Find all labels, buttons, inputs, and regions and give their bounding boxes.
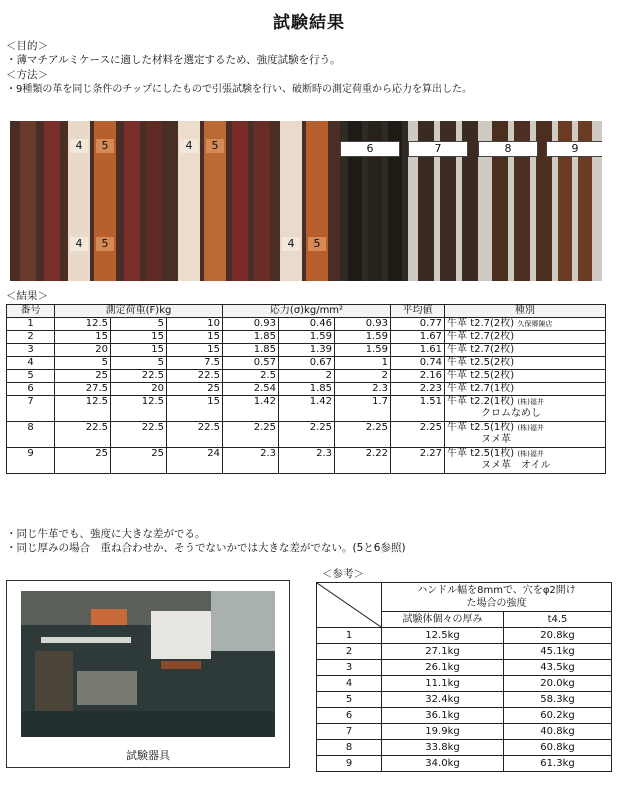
cell-stress: 0.57: [223, 357, 279, 370]
cell-type: [445, 383, 606, 396]
table-header-row: [7, 305, 606, 318]
ref-cell-thickness: 26.1kg: [382, 660, 504, 676]
cell-load: 22.5: [111, 422, 167, 448]
cell-avg: 2.16: [391, 370, 445, 383]
table-row: [317, 676, 612, 692]
type-spec: t2.7(2枚): [470, 318, 515, 329]
ref-cell-t45: 60.2kg: [504, 708, 612, 724]
cell-type: [445, 448, 606, 474]
ref-cell-t45: 20.0kg: [504, 676, 612, 692]
type-spec: t2.5(2枚): [470, 357, 515, 368]
cell-avg: 1.51: [391, 396, 445, 422]
sample-label: 5: [308, 237, 326, 251]
header-stress: 応力(σ)kg/mm²: [223, 305, 391, 318]
cell-avg: 2.25: [391, 422, 445, 448]
cell-type: [445, 318, 606, 331]
cell-load: 15: [167, 331, 223, 344]
cell-load: 15: [55, 331, 111, 344]
header-type: 種別: [445, 305, 606, 318]
reference-heading: ＜参考＞: [322, 568, 364, 580]
sample-label: 5: [206, 139, 224, 153]
cell-stress: 1.7: [335, 396, 391, 422]
type-spec: t2.5(1枚): [470, 448, 515, 459]
cell-stress: 0.67: [279, 357, 335, 370]
ref-cell-t45: 45.1kg: [504, 644, 612, 660]
ref-cell-thickness: 19.9kg: [382, 724, 504, 740]
table-row: [317, 628, 612, 644]
cell-stress: 0.46: [279, 318, 335, 331]
ref-cell-no: 1: [317, 628, 382, 644]
header-load: 測定荷重(F)kg: [55, 305, 223, 318]
cell-load: 5: [111, 357, 167, 370]
cell-load: 20: [55, 344, 111, 357]
ref-cell-no: 9: [317, 756, 382, 772]
note-1: ・同じ牛革でも、強度に大きな差がでる。: [6, 528, 206, 540]
type-spec: t2.5(2枚): [470, 370, 515, 381]
cell-load: 15: [111, 344, 167, 357]
cell-stress: 0.93: [335, 318, 391, 331]
cell-load: 25: [111, 448, 167, 474]
sample-label: 7: [408, 141, 468, 157]
type-material: 牛革: [447, 370, 467, 381]
cell-no: 3: [7, 344, 55, 357]
sample-label: 6: [340, 141, 400, 157]
cell-no: 1: [7, 318, 55, 331]
cell-avg: 2.23: [391, 383, 445, 396]
cell-stress: 1.85: [279, 383, 335, 396]
cell-stress: 1.39: [279, 344, 335, 357]
reference-title-line2: た場合の強度: [466, 598, 527, 609]
cell-stress: 2: [279, 370, 335, 383]
cell-avg: 1.67: [391, 331, 445, 344]
equipment-photo-frame: [6, 580, 290, 768]
cell-stress: 1.42: [279, 396, 335, 422]
ref-cell-t45: 58.3kg: [504, 692, 612, 708]
ref-cell-thickness: 34.0kg: [382, 756, 504, 772]
type-material: 牛革: [447, 357, 467, 368]
cell-stress: 2.3: [335, 383, 391, 396]
type-note: (株)福井: [517, 424, 544, 432]
cell-load: 12.5: [55, 318, 111, 331]
table-row: [317, 708, 612, 724]
table-row: [317, 740, 612, 756]
table-row: [7, 357, 606, 370]
sample-label: 9: [546, 141, 602, 157]
cell-type: [445, 396, 606, 422]
cell-stress: 2.5: [223, 370, 279, 383]
cell-avg: 2.27: [391, 448, 445, 474]
reference-col1-header: 試験体個々の厚み: [382, 612, 504, 628]
cell-load: 22.5: [167, 370, 223, 383]
ref-cell-thickness: 27.1kg: [382, 644, 504, 660]
cell-stress: 1.59: [279, 331, 335, 344]
page-title: 試験結果: [273, 13, 345, 33]
samples-photo: [10, 121, 602, 281]
type-spec: t2.7(2枚): [470, 344, 515, 355]
cell-load: 24: [167, 448, 223, 474]
cell-load: 15: [167, 344, 223, 357]
equipment-caption: 試験器具: [126, 749, 170, 762]
cell-no: 8: [7, 422, 55, 448]
ref-cell-thickness: 12.5kg: [382, 628, 504, 644]
cell-avg: 1.61: [391, 344, 445, 357]
cell-load: 25: [55, 448, 111, 474]
cell-load: 12.5: [111, 396, 167, 422]
cell-load: 15: [167, 396, 223, 422]
purpose-heading: ＜目的＞: [6, 40, 48, 52]
cell-no: 2: [7, 331, 55, 344]
type-spec: t2.7(2枚): [470, 331, 515, 342]
cell-stress: 2.25: [223, 422, 279, 448]
cell-no: 7: [7, 396, 55, 422]
type-spec: t2.5(1枚): [470, 422, 515, 433]
table-row: [7, 422, 606, 448]
cell-stress: 2.22: [335, 448, 391, 474]
cell-stress: 2.25: [279, 422, 335, 448]
type-material: 牛革: [447, 422, 467, 433]
table-row: [7, 448, 606, 474]
ref-cell-thickness: 36.1kg: [382, 708, 504, 724]
cell-stress: 2.54: [223, 383, 279, 396]
header-no: 番号: [7, 305, 55, 318]
table-row: [317, 724, 612, 740]
table-row: [317, 756, 612, 772]
type-material: 牛革: [447, 396, 467, 407]
ref-cell-no: 3: [317, 660, 382, 676]
equipment-photo: [21, 591, 275, 737]
ref-cell-t45: 20.8kg: [504, 628, 612, 644]
table-row: [7, 396, 606, 422]
cell-load: 5: [55, 357, 111, 370]
cell-stress: 1.42: [223, 396, 279, 422]
cell-stress: 2.25: [335, 422, 391, 448]
type-material: 牛革: [447, 383, 467, 394]
cell-type: [445, 370, 606, 383]
cell-load: 25: [167, 383, 223, 396]
method-heading: ＜方法＞: [6, 69, 48, 81]
cell-stress: 1.59: [335, 331, 391, 344]
type-spec: t2.2(1枚): [470, 396, 515, 407]
table-row: [317, 644, 612, 660]
reference-table: [316, 582, 612, 772]
ref-cell-no: 7: [317, 724, 382, 740]
table-row: [7, 344, 606, 357]
cell-no: 4: [7, 357, 55, 370]
cell-avg: 0.77: [391, 318, 445, 331]
type-note: (株)福井: [517, 398, 544, 406]
table-row: [7, 331, 606, 344]
table-row: [7, 370, 606, 383]
cell-stress: 1.85: [223, 331, 279, 344]
results-table: [6, 304, 606, 474]
cell-load: 22.5: [55, 422, 111, 448]
cell-load: 7.5: [167, 357, 223, 370]
purpose-text: ・薄マチアルミケースに適した材料を選定するため、強度試験を行う。: [6, 54, 341, 66]
cell-stress: 2: [335, 370, 391, 383]
cell-stress: 2.3: [279, 448, 335, 474]
type-finish: クロムなめし: [481, 408, 541, 419]
sample-label: 4: [70, 237, 88, 251]
cell-no: 9: [7, 448, 55, 474]
table-row: [7, 383, 606, 396]
type-note: 久保郷陳店: [517, 320, 553, 328]
diagonal-line: [317, 583, 381, 627]
cell-type: [445, 357, 606, 370]
method-text: ・9種類の革を同じ条件のチップにしたもので引張試験を行い、破断時の測定荷重から応力を算出した。: [6, 84, 473, 95]
ref-cell-t45: 60.8kg: [504, 740, 612, 756]
cell-no: 5: [7, 370, 55, 383]
ref-cell-t45: 43.5kg: [504, 660, 612, 676]
ref-cell-no: 8: [317, 740, 382, 756]
reference-title: [382, 583, 612, 612]
ref-cell-t45: 40.8kg: [504, 724, 612, 740]
type-material: 牛革: [447, 331, 467, 342]
ref-cell-thickness: 32.4kg: [382, 692, 504, 708]
sample-label: 4: [282, 237, 300, 251]
ref-cell-no: 4: [317, 676, 382, 692]
cell-stress: 1: [335, 357, 391, 370]
ref-cell-no: 2: [317, 644, 382, 660]
results-heading: ＜結果＞: [6, 290, 48, 302]
type-finish: ヌメ革 オイル: [481, 460, 551, 471]
cell-type: [445, 344, 606, 357]
table-row: [317, 660, 612, 676]
table-row: [7, 318, 606, 331]
header-avg: 平均値: [391, 305, 445, 318]
cell-load: 22.5: [167, 422, 223, 448]
cell-type: [445, 331, 606, 344]
cell-stress: 1.85: [223, 344, 279, 357]
type-finish: ヌメ革: [481, 434, 511, 445]
table-row: [317, 692, 612, 708]
cell-load: 15: [111, 331, 167, 344]
cell-load: 12.5: [55, 396, 111, 422]
note-2: ・同じ厚みの場合 重ね合わせか、そうでないかでは大きな差がでない。(5と6参照): [6, 542, 406, 554]
cell-load: 27.5: [55, 383, 111, 396]
type-note: (株)福井: [517, 450, 544, 458]
ref-cell-no: 5: [317, 692, 382, 708]
cell-load: 5: [111, 318, 167, 331]
type-spec: t2.7(1枚): [470, 383, 515, 394]
cell-avg: 0.74: [391, 357, 445, 370]
sample-label: 5: [96, 237, 114, 251]
reference-title-line1: ハンドル幅を8mmで、穴をφ2開け: [417, 585, 576, 596]
type-material: 牛革: [447, 318, 467, 329]
cell-stress: 1.59: [335, 344, 391, 357]
cell-load: 10: [167, 318, 223, 331]
sample-label: 4: [180, 139, 198, 153]
cell-type: [445, 422, 606, 448]
type-material: 牛革: [447, 448, 467, 459]
ref-cell-thickness: 33.8kg: [382, 740, 504, 756]
ref-cell-t45: 61.3kg: [504, 756, 612, 772]
cell-no: 6: [7, 383, 55, 396]
sample-label: 5: [96, 139, 114, 153]
cell-load: 25: [55, 370, 111, 383]
cell-stress: 2.3: [223, 448, 279, 474]
sample-label: 4: [70, 139, 88, 153]
cell-stress: 0.93: [223, 318, 279, 331]
ref-cell-no: 6: [317, 708, 382, 724]
ref-cell-thickness: 11.1kg: [382, 676, 504, 692]
reference-corner-cell: [317, 583, 382, 628]
reference-col2-header: t4.5: [504, 612, 612, 628]
cell-load: 22.5: [111, 370, 167, 383]
type-material: 牛革: [447, 344, 467, 355]
sample-label: 8: [478, 141, 538, 157]
cell-load: 20: [111, 383, 167, 396]
